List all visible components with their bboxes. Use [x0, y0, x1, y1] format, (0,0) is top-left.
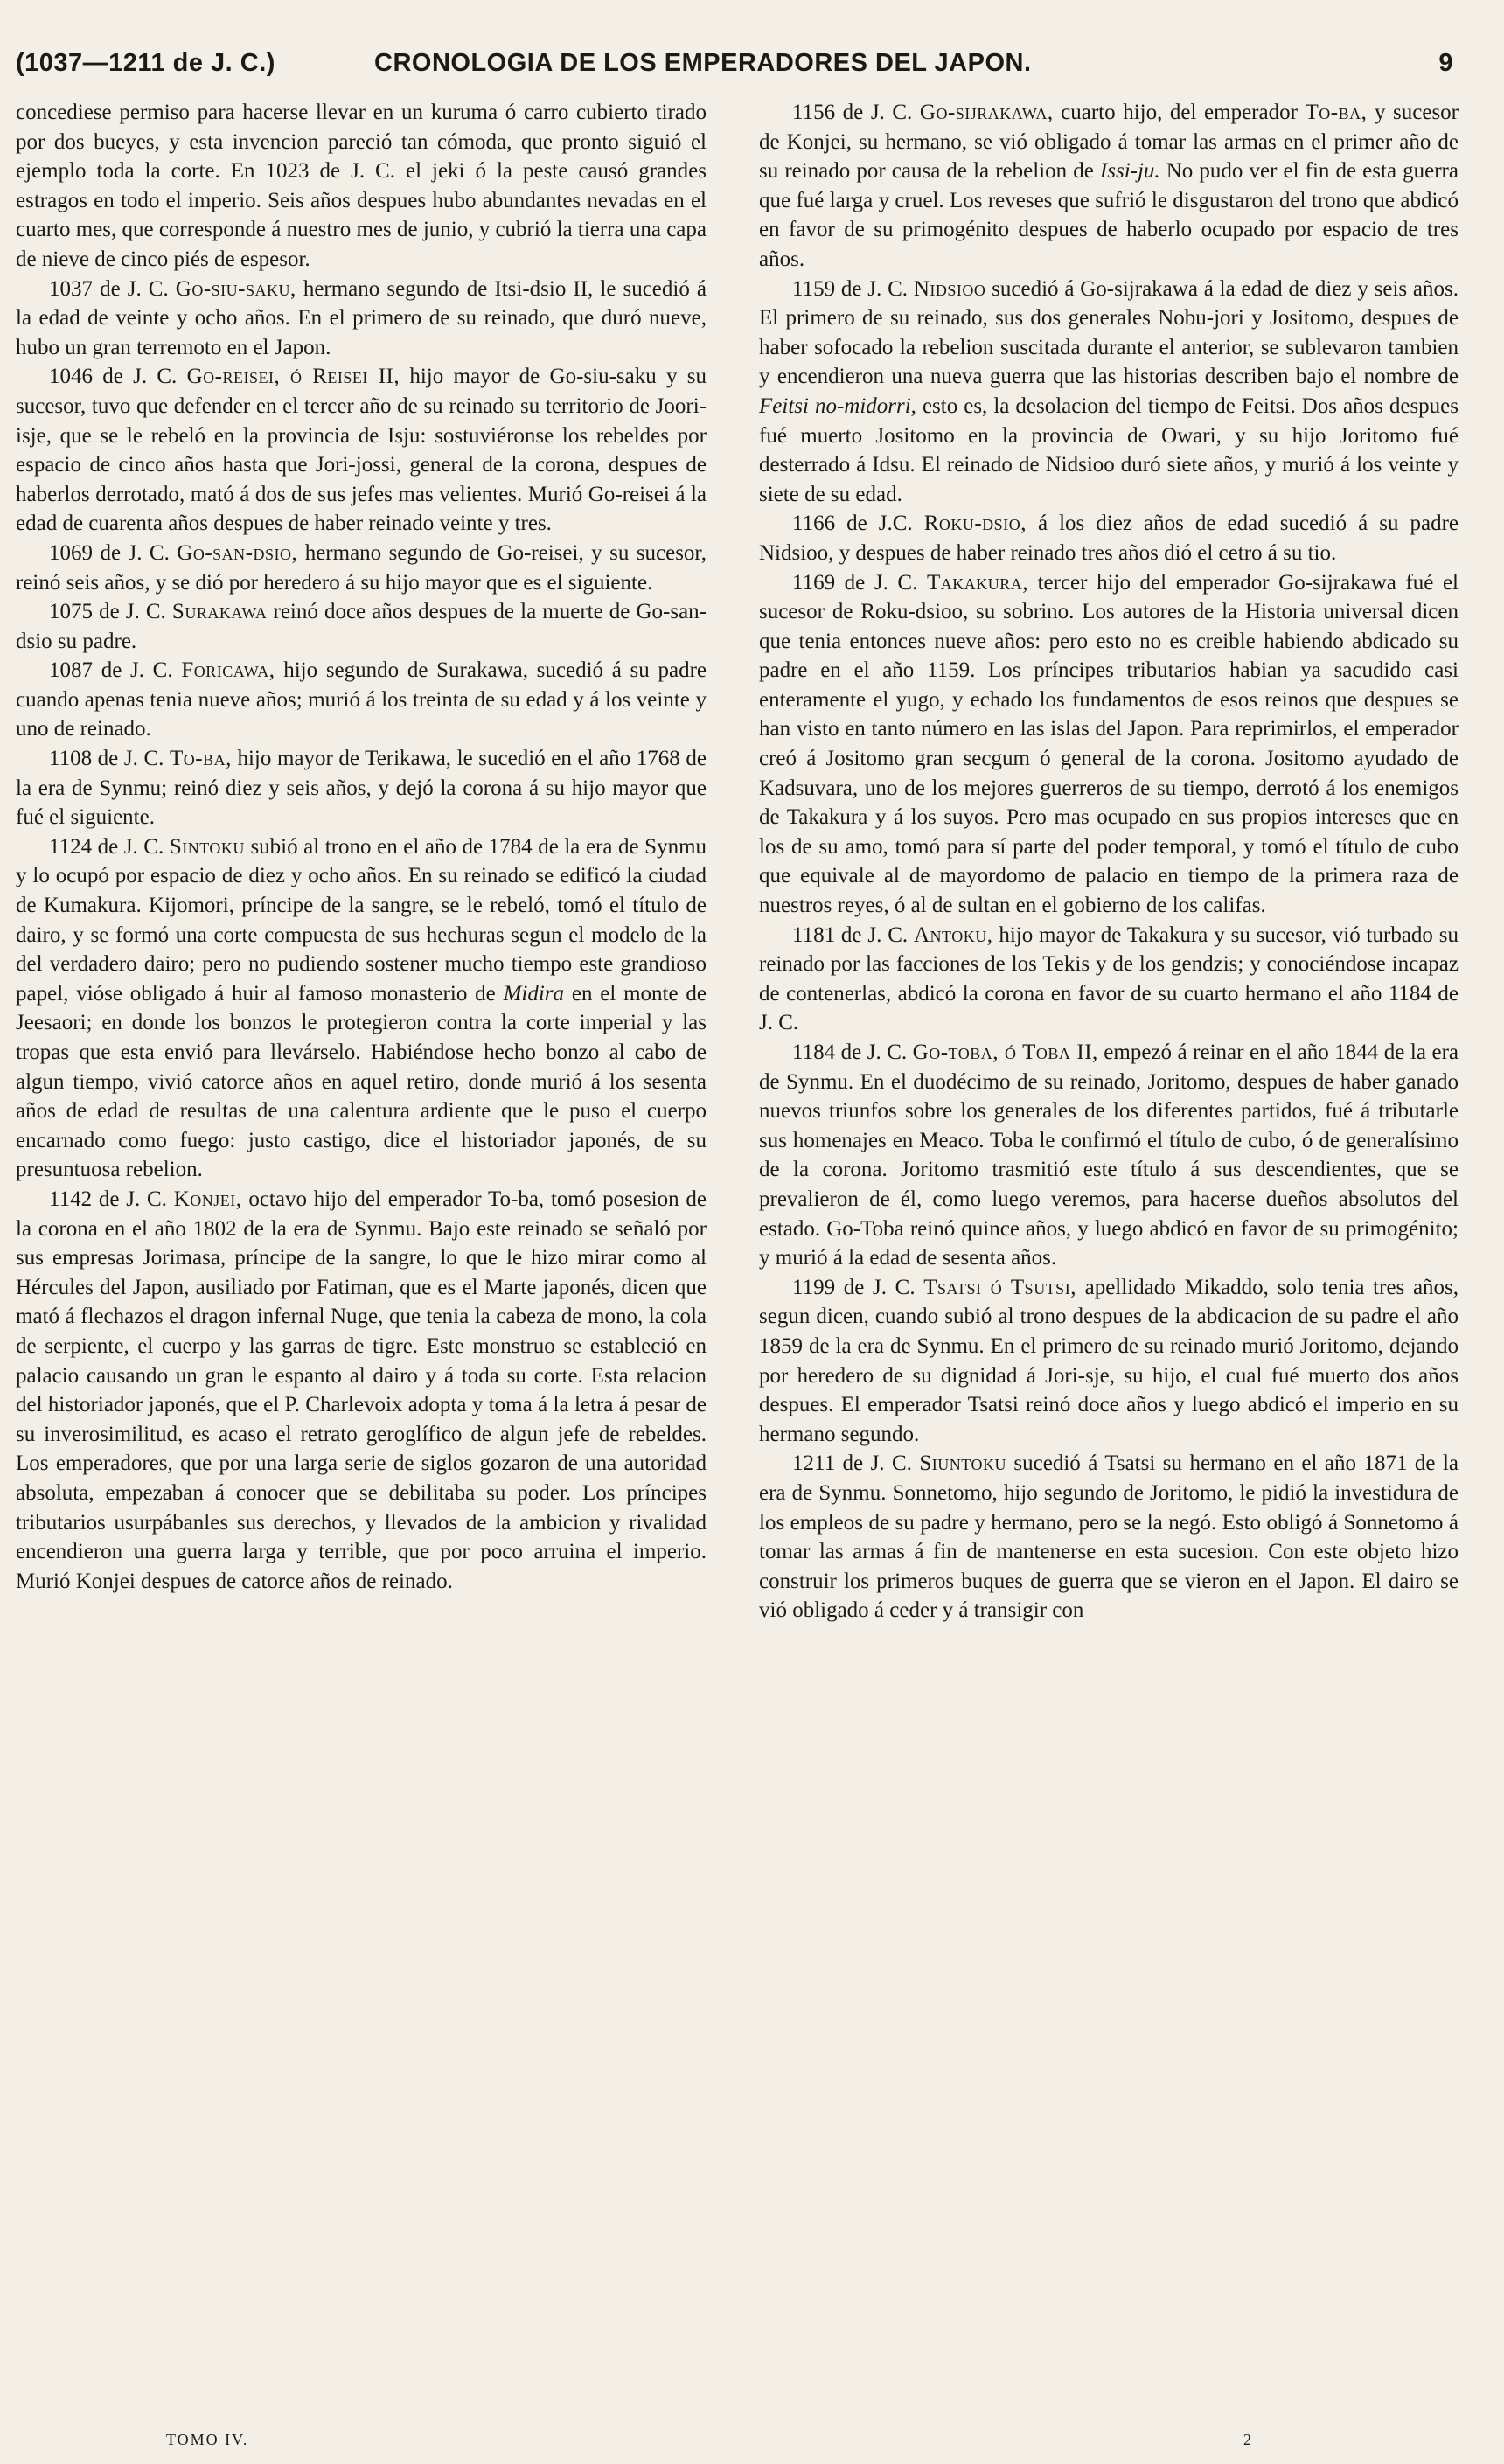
entry-year: 1124 de J. C.	[49, 834, 164, 859]
emperor-name: To-ba,	[170, 747, 232, 771]
header-date-range: (1037—1211 de J. C.)	[16, 49, 275, 77]
emperor-name: Go-san-dsio,	[177, 540, 298, 565]
entry-text: hermano segundo de Itsi-dsio II, le sucedió á la edad de veinte y ocho años. En el primero de su reinado, que duró nueve, hubo un gran terremoto en el Japon.	[16, 276, 707, 359]
reign-entry	[759, 1449, 1459, 1625]
italic-place-name: Midira	[503, 981, 565, 1006]
running-header	[16, 49, 1469, 87]
entry-year: 1069 de J. C.	[49, 540, 170, 565]
reign-entry	[16, 744, 707, 832]
header-title: CRONOLOGIA DE LOS EMPERADORES DEL JAPON.	[374, 49, 1032, 77]
reign-entry	[16, 1185, 707, 1596]
entry-text: tercer hijo del emperador Go-sijrakawa fué el sucesor de Roku-dsioo, su sobrino. Los autores de la Historia universal dicen que tenia entonces nueve años: pero esto no es creible habiendo abdicado su padre en el año 1159. Los príncipes tributarios habian ya sacudido casi enteramente el yugo, y echado los fundamentos de esos reinos que despues se han visto en tanto número en las islas del Japon. Para reprimirlos, el emperador creó á Jositomo gran secgum ó general de la corona. Jositomo ayudado de Kadsuvara, uno de los mejores guerreros de su tiempo, derrotó á los enemigos de Takakura y á los suyos. Pero mas ocupado en sus propios intereses que en los de su amo, tomó para sí parte del poder temporal, y tomó el título de cubo que equivale al de mayordomo de palacio en tiempo de la primera raza de nuestros reyes, ó al de sultan en el gobierno de los califas.	[759, 570, 1459, 918]
paragraph	[16, 98, 707, 275]
entry-year: 1156 de J. C.	[792, 101, 913, 124]
emperor-name: Konjei,	[173, 1187, 242, 1211]
entry-year: 1181 de J. C.	[792, 922, 909, 947]
entry-year: 1199 de J. C.	[792, 1275, 916, 1299]
italic-war-name: Feitsi no-midorri,	[759, 393, 916, 418]
entry-text: hijo mayor de Terikawa, le sucedió en el año 1768 de la era de Synmu; reinó diez y seis años, y dejó la corona á su hijo mayor que fué el siguiente.	[16, 747, 707, 830]
emperor-name: Go-siu-saku,	[175, 276, 296, 301]
reign-entry	[759, 921, 1459, 1038]
emperor-name: Surakawa	[171, 600, 268, 624]
entry-year: 1166 de J.C.	[792, 512, 913, 536]
entry-text: hermano segundo de Go-reisei, y su sucesor, reinó seis años, y se dió por heredero á su hijo mayor que es el siguiente.	[16, 540, 707, 595]
reign-entry	[759, 509, 1459, 567]
entry-text: hijo mayor de Takakura y su sucesor, vió turbado su reinado por las facciones de los Tekis y de los gendzis; y conociéndose incapaz de contenerlas, abdicó la corona en favor de su cuarto hermano el año 1184 de J. C.	[759, 922, 1459, 1035]
italic-rebel-name: Issi-ju.	[1099, 159, 1160, 184]
emperor-name: Go-sijrakawa,	[919, 101, 1054, 124]
entry-year: 1046 de J. C.	[49, 365, 178, 389]
reign-entry	[16, 275, 707, 363]
entry-text: empezó á reinar en el año 1844 de la era de Synmu. En el duodécimo de su reinado, Joritomo, despues de haber ganado nuevos triunfos sobre los generales de los diferentes partidos, fué á tributarle sus homenajes en Meaco. Toba le confirmó el título de cubo, ó de generalísimo de la corona. Joritomo trasmitió este título á sus descendientes, que se prevalieron de él, como luego veremos, para hacerse dueños absolutos del estado. Go-Toba reinó quince años, y luego abdicó en favor de su primogénito; y murió á la edad de sesenta años.	[759, 1041, 1459, 1270]
entry-text: octavo hijo del emperador To-ba, tomó posesion de la corona en el año 1802 de la era de Synmu. Bajo este reinado se señaló por sus empresas Jorimasa, príncipe de la sangre, lo que le hizo mirar como al Hércules del Japon, ausiliado por Fatiman, que es el Marte japonés, dicen que mató á flechazos el dragon infernal Nuge, que tenia la cabeza de mono, la cola de serpiente, el cuerpo y las garras de tigre. Este monstruo se estableció en palacio causando un gran le espanto al dairo y á toda su corte. Esta relacion del historiador japonés, que el P. Charlevoix adopta y toma á la letra á pesar de su inverosimilitud, es acaso el retrato geroglífico de algun jefe de rebeldes. Los emperadores, que por una larga serie de siglos gozaron de una autoridad absoluta, empezaban á conocer que se debilitaba su poder. Los príncipes tributarios usurpábanles sus derechos, y llevados de la ambicion y rivalidad encendieron una guerra larga y terrible, que por poco arruina el imperio. Murió Konjei despues de catorce años de reinado.	[16, 1187, 707, 1593]
entry-year: 1108 de J. C.	[49, 747, 164, 771]
page-number: 9	[1438, 49, 1453, 77]
emperor-name: Antoku,	[913, 922, 993, 947]
emperor-name: Tsatsi ó Tsutsi,	[923, 1275, 1076, 1299]
entry-text: No pudo ver el fin de esta guerra que fué larga y cruel. Los reveses que sufrió le disgustaron del trono que abdicó en favor de su primogénito despues de haberlo ocupado por espacio de tres años.	[759, 159, 1459, 271]
entry-text: hijo mayor de Go-siu-saku y su sucesor, tuvo que defender en el tercer año de su reinado su territorio de Joori-isje, que se le rebeló en la provincia de Isju: sostuviéronse los rebeldes por espacio de cinco años hasta que Jori-jossi, general de la corona, despues de haberlos derrotado, mató á dos de sus jefes mas velientes. Murió Go-reisei á la edad de cuarenta años despues de haber reinado veinte y tres.	[16, 365, 707, 536]
entry-year: 1037 de J. C.	[49, 276, 169, 301]
reign-entry	[16, 597, 707, 656]
emperor-name: Sintoku	[169, 834, 245, 859]
emperor-name: Roku-dsio,	[923, 512, 1027, 536]
entry-year: 1087 de J. C.	[49, 658, 173, 683]
entry-year: 1159 de J. C.	[792, 276, 908, 301]
entry-text: á los diez años de edad sucedió á su padre Nidsioo, y despues de haber reinado tres años dió el cetro á su tio.	[759, 512, 1459, 565]
entry-text: reinó doce años despues de la muerte de Go-san-dsio su padre.	[16, 600, 707, 653]
reign-entry	[759, 98, 1459, 275]
signature-mark: 2	[1243, 2431, 1251, 2448]
entry-text: y sucesor de Konjei, su hermano, se vió obligado á tomar las armas en el primer año de su reinado por causa de la rebelion de	[759, 101, 1459, 184]
entry-text: apellidado Mikaddo, solo tenia tres años, segun dicen, cuando subió al trono despues de la abdicacion de su padre el año 1859 de la era de Synmu. En el primero de su reinado murió Joritomo, dejando por heredero de su dignidad á Jori-sje, su hijo, el cual fué muerto dos años despues. El emperador Tsatsi reinó doce años y luego abdicó el imperio en su hermano segundo.	[759, 1275, 1459, 1446]
entry-text: subió al trono en el año de 1784 de la era de Synmu y lo ocupó por espacio de diez y ocho años. En su reinado se edificó la ciudad de Kumakura. Kijomori, príncipe de la sangre, se le rebeló, tomó el título de dairo, y se formó una corte compuesta de sus hechuras segun el modelo de la del verdadero dairo; pero no pudiendo sostener mucho tiempo este grandioso papel, vióse obligado á huir al famoso monasterio de	[16, 834, 707, 1006]
left-column	[16, 98, 707, 1596]
entry-text: esto es, la desolacion del tiempo de Feitsi. Dos años despues fué muerto Jositomo en la provincia de Owari, y su hijo Joritomo fué desterrado á Idsu. El reinado de Nidsioo duró siete años, y murió á los veinte y siete de su edad.	[759, 393, 1459, 506]
entry-text: hijo segundo de Surakawa, sucedió á su padre cuando apenas tenia nueve años; murió á los treinta de su edad y á los veinte y uno de reinado.	[16, 658, 707, 741]
entry-text: cuarto hijo, del emperador	[1053, 101, 1306, 124]
entry-year: 1075 de J. C.	[49, 600, 166, 624]
emperor-name: Nidsioo	[913, 276, 986, 301]
right-column	[759, 98, 1459, 1625]
reign-entry	[16, 362, 707, 539]
emperor-name: Siuntoku	[919, 1451, 1006, 1476]
reign-entry	[759, 568, 1459, 921]
emperor-name: Go-toba, ó Toba II,	[912, 1041, 1098, 1064]
reign-entry	[16, 832, 707, 1185]
volume-mark: TOMO IV.	[166, 2431, 249, 2448]
emperor-name: Takakura,	[926, 570, 1028, 595]
entry-year: 1184 de J. C.	[792, 1041, 908, 1064]
entry-year: 1142 de J. C.	[49, 1187, 167, 1211]
entry-text: en el monte de Jeesaori; en donde los bonzos le protegieron contra la corte imperial y las tropas que esta envió para llevárselo. Habiéndose hecho bonzo al cabo de algun tiempo, vivió catorce años en aquel retiro, donde murió á los sesenta años de edad de resultas de una calentura ardiente que le puso el cuerpo encarnado como fuego: justo castigo, dice el historiador japonés, de su presuntuosa rebelion.	[16, 981, 707, 1182]
entry-text: sucedió á Go-sijrakawa á la edad de diez y seis años. El primero de su reinado, sus dos generales Nobu-jori y Jositomo, despues de haber sofocado la rebelion suscitada durante el anterior, se sublevaron tambien y encendieron una nueva guerra que las historias describen bajo el nombre de	[759, 276, 1459, 389]
emperor-name: Go-reisei, ó Reisei II,	[186, 365, 400, 389]
reign-entry	[759, 1273, 1459, 1450]
reign-entry	[759, 1038, 1459, 1273]
reign-entry	[759, 275, 1459, 510]
page-footer	[0, 2431, 1504, 2457]
entry-year: 1211 de J. C.	[792, 1451, 912, 1476]
entry-year: 1169 de J. C.	[792, 570, 918, 595]
emperor-name: Foricawa,	[181, 658, 275, 683]
reign-entry	[16, 539, 707, 597]
emperor-name: To-ba,	[1305, 101, 1368, 124]
entry-text: sucedió á Tsatsi su hermano en el año 1871 de la era de Synmu. Sonnetomo, hijo segundo de Joritomo, le pidió la investidura de los empleos de su padre y hermano, pero se la negó. Esto obligó á Sonnetomo á tomar las armas á fin de mantenerse en esta sucesion. Con este objeto hizo construir los primeros buques de guerra que se vieron en el Japon. El dairo se vió obligado á ceder y á transigir con	[759, 1451, 1459, 1623]
reign-entry	[16, 656, 707, 744]
paragraph-text: concediese permiso para hacerse llevar en un kuruma ó carro cubierto tirado por dos bueyes, y esta invencion pareció tan cómoda, que pronto siguió el ejemplo toda la corte. En 1023 de J. C. el jeki ó la peste causó grandes estragos en todo el imperio. Seis años despues hubo abundantes nevadas en el cuarto mes, que corresponde á nuestro mes de junio, y cubrió la tierra una capa de nieve de cinco piés de espesor.	[16, 101, 707, 271]
